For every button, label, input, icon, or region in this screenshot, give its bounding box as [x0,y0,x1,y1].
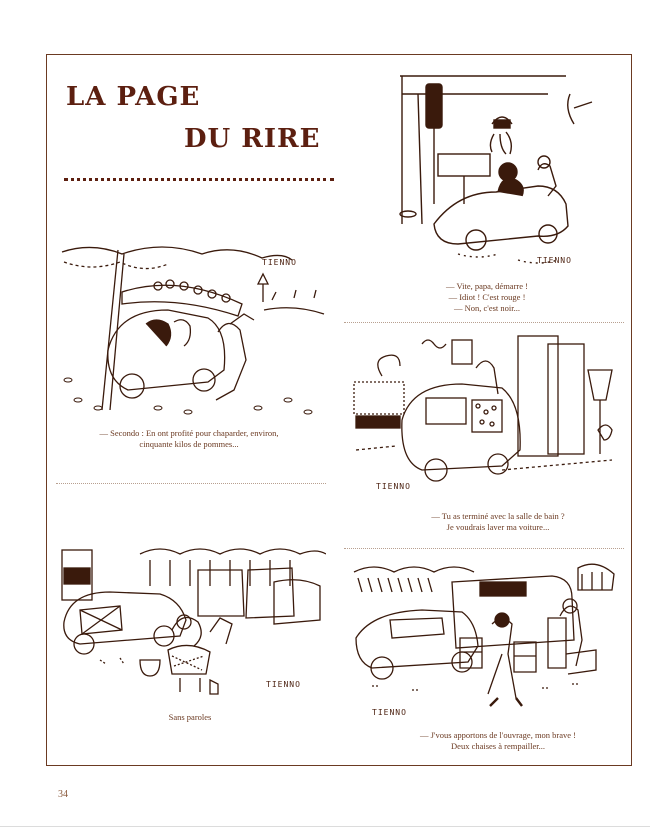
cartoon-bathroom [352,330,618,498]
caption-line: — Tu as terminé avec la salle de bain ? [431,511,565,521]
cartoon-bathroom-drawing [352,330,618,498]
caption-line: — Secondo : En ont profité pour chaparder, environ, [99,428,279,438]
caption-line: cinquante kilos de pommes... [139,439,239,449]
page-title-line2: DU RIRE [184,124,321,154]
signature-tienno: TIENNO [537,256,572,265]
caption-line: — Non, c'est noir... [454,303,520,313]
caption-bathroom [398,511,598,533]
signature-tienno: TIENNO [266,680,301,689]
title-dotted-rule [64,178,334,181]
cartoon-apples [58,240,328,420]
caption-line: — Idiot ! C'est rouge ! [448,292,526,302]
caption-chairs [378,730,618,752]
cartoon-chairs [352,558,620,718]
cartoon-chairs-drawing [352,558,620,718]
signature-tienno: TIENNO [372,708,407,717]
cartoon-apples-drawing [58,240,328,420]
cartoon-no-words [60,540,326,700]
cartoon-traffic-light [398,74,608,270]
signature-tienno: TIENNO [262,258,297,267]
cartoon-no-words-drawing [60,540,326,700]
caption-line: — Vite, papa, démarre ! [446,281,528,291]
separator [344,548,624,549]
caption-no-words [140,712,240,723]
caption-line: Sans paroles [168,712,212,722]
caption-traffic-light [402,281,572,314]
caption-apples [64,428,314,450]
page-title-line1: LA PAGE [66,82,201,112]
caption-line: Je voudrais laver ma voiture... [446,522,550,532]
caption-line: Deux chaises à rempailler... [451,741,545,751]
signature-tienno: TIENNO [376,482,411,491]
page-number: 34 [58,789,68,800]
separator [56,483,326,484]
caption-line: — J'vous apportons de l'ouvrage, mon brave ! [419,730,577,740]
separator [344,322,624,323]
cartoon-traffic-light-drawing [398,74,608,270]
